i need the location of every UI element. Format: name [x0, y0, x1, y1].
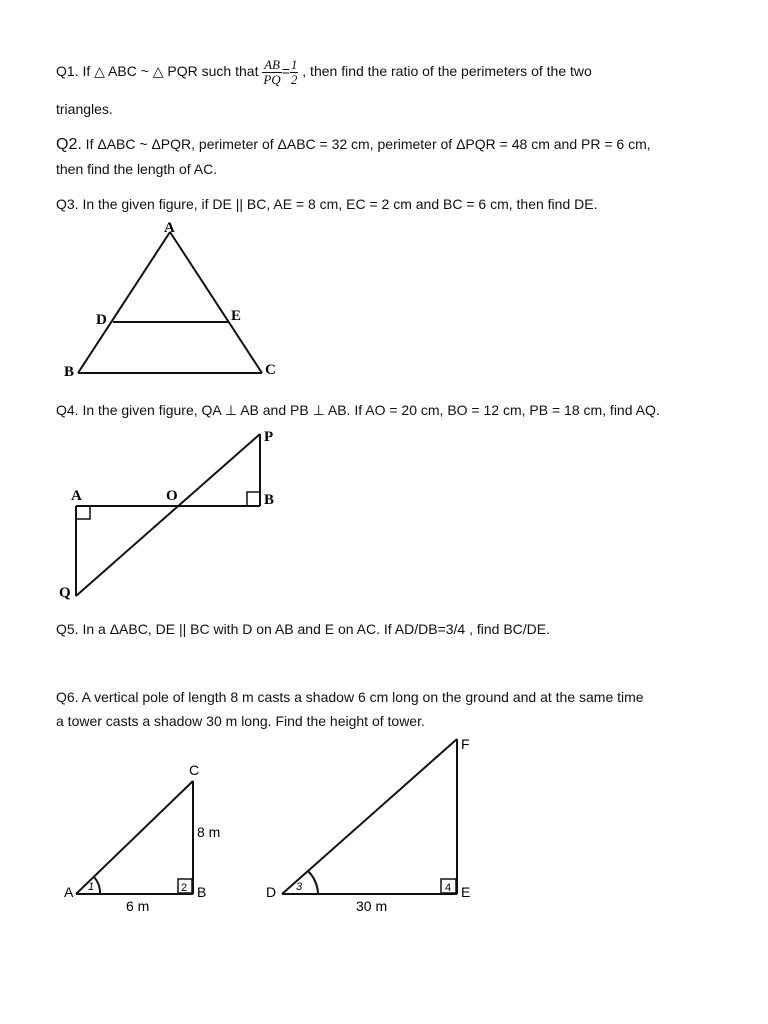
- label-o: O: [166, 488, 178, 504]
- angle-2-label: 2: [181, 882, 188, 894]
- fraction-one-half: $\frac{1}{2}$: [290, 57, 298, 87]
- question-3: Q3. In the given figure, if DE || BC, AE = 8 cm, EC = 2 cm and BC = 6 cm, then find DE.: [56, 196, 598, 212]
- q2-line1: If ΔABC ~ ΔPQR, perimeter of ΔABC = 32 cm, perimeter of ΔPQR = 48 cm and PR = 6 cm,: [81, 136, 651, 152]
- q1-text-before: If △ ABC ~ △ PQR such that: [78, 63, 263, 80]
- question-4: Q4. In the given figure, QA ⊥ AB and PB ⊥ AB. If AO = 20 cm, BO = 12 cm, PB = 18 cm, find AQ.: [56, 402, 660, 418]
- q1-text-after: , then find the ratio of the perimeters of the two: [298, 63, 592, 80]
- label-q: Q: [59, 585, 71, 601]
- label-a: A: [71, 488, 82, 504]
- q2-number: Q2.: [56, 136, 82, 153]
- label-e: E: [231, 308, 242, 324]
- base-label: 6 m: [126, 898, 150, 914]
- q1-line2: triangles.: [56, 101, 113, 117]
- label-d: D: [266, 884, 277, 900]
- angle-3-label: 3: [296, 881, 303, 893]
- height-label: 8 m: [197, 824, 221, 840]
- label-c: C: [265, 362, 276, 378]
- question-6: Q6. A vertical pole of length 8 m casts a shadow 6 cm long on the ground and at the same time: [56, 689, 644, 705]
- label-a: A: [164, 220, 175, 236]
- label-a: A: [64, 884, 74, 900]
- equals-sign: =: [281, 63, 290, 80]
- angle-1-label: 1: [88, 881, 95, 893]
- base-label: 30 m: [356, 898, 388, 914]
- q6-line2: a tower casts a shadow 30 m long. Find the height of tower.: [56, 713, 425, 729]
- label-b: B: [264, 492, 275, 508]
- label-e: E: [461, 884, 471, 900]
- label-d: D: [96, 312, 107, 328]
- q2-line2: then find the length of AC.: [56, 161, 218, 177]
- fraction-ab-pq: $\frac{AB}{PQ}$: [263, 57, 281, 87]
- angle-3-arc: [308, 871, 318, 894]
- label-c: C: [189, 762, 200, 778]
- q1-number: Q1.: [56, 63, 79, 80]
- angle-4-label: 4: [445, 882, 452, 894]
- label-b: B: [197, 884, 207, 900]
- question-5: Q5. In a ΔABC, DE || BC with D on AB and E on AC. If AD/DB=3/4 , find BC/DE.: [56, 621, 551, 637]
- label-b: B: [64, 364, 75, 380]
- label-f: F: [461, 736, 470, 752]
- label-p: P: [264, 429, 274, 445]
